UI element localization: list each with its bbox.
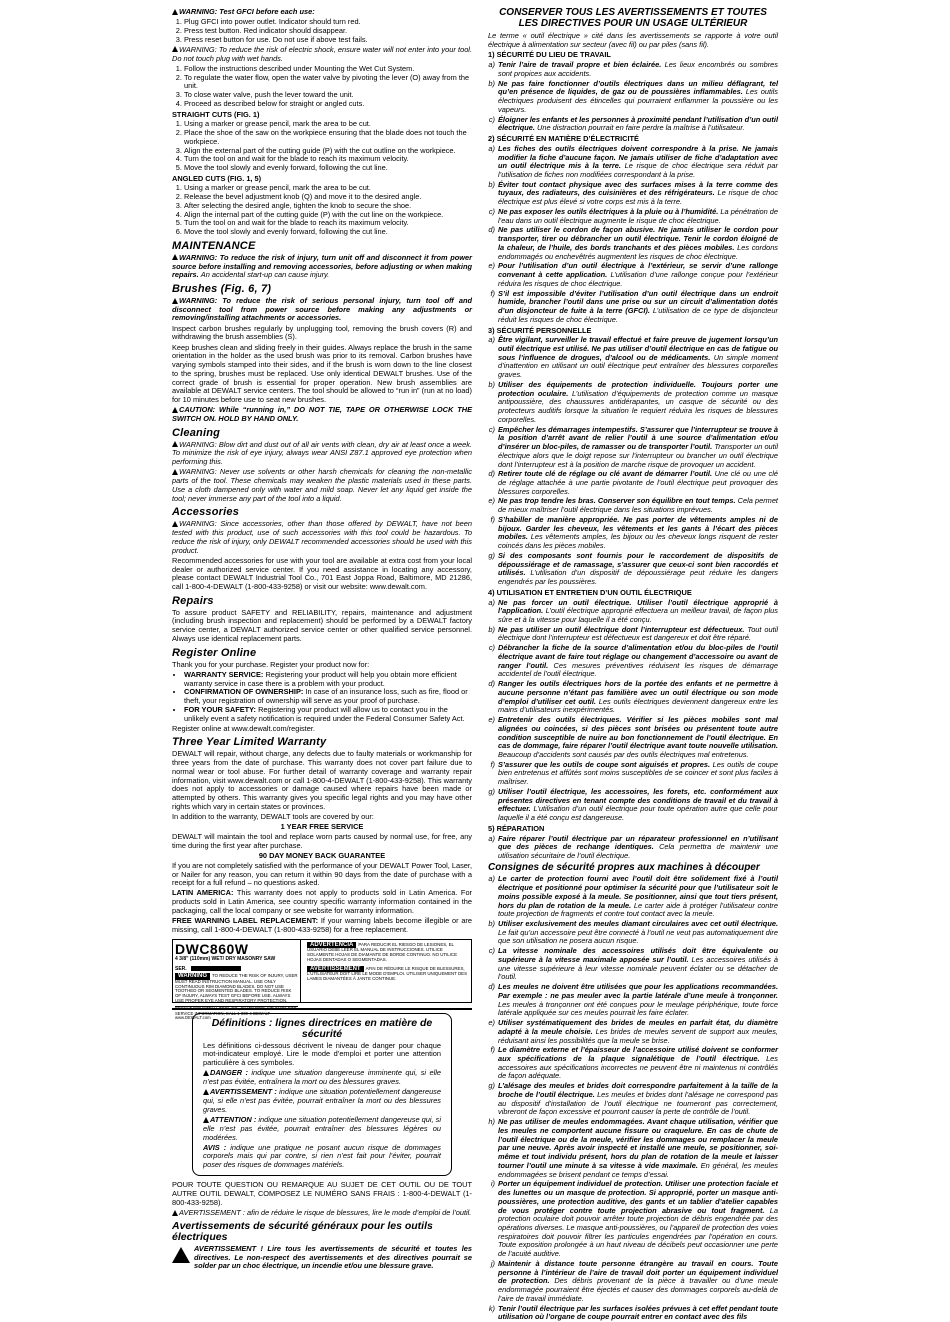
warranty-paragraph: DEWALT will maintain the tool and replace worn parts caused by normal use, for free, any time during the first year after purchase.: [172, 832, 472, 850]
item-letter: g): [488, 1081, 495, 1091]
item-text: Les meules ne doivent être utilisées que pour les applications recommandées. Par exemple : ne pas meuler avec la partie latérale d’une meule à tronçonner. Les meules à tronçonner ont été conçues pour le meulage périphérique, toute force latérale appliquée sur ces meules pourrait les faire éclater.: [498, 982, 778, 1018]
general-warnings: [172, 1245, 472, 1273]
list-item: • CONFIRMATION OF OWNERSHIP: In case of an insurance loss, such as fire, flood or theft, your registration of ownership will serve as your proof of purchase.: [184, 688, 472, 705]
list-item: [488, 644, 778, 679]
list-item: [488, 290, 778, 325]
list-item: • WARRANTY SERVICE: Registering your product will help you obtain more efficient warranty service in case there is a problem with your product.: [184, 671, 472, 688]
list-item: [488, 947, 778, 982]
item-text: S’habiller de manière appropriée. Ne pas porter de vêtements amples ni de bijoux. Garder les cheveux, les vêtements et les gants à l’écart des pièces mobiles. Les vêtements amples, les bijoux ou les cheveux longs risquent de rester coincés dans les pièces mobiles.: [498, 514, 778, 551]
item-letter: d): [488, 469, 495, 479]
section-list: [488, 145, 778, 325]
list-item: [488, 1019, 778, 1045]
section-heading: 3) SÉCURITÉ PERSONNELLE: [488, 325, 592, 335]
warranty-paragraph: In addition to the warranty, DEWALT tools are covered by our:: [172, 812, 374, 822]
item-text: Le diamètre externe et l’épaisseur de l’accessoire utilisé doivent se conformer aux spécifications de la plaque signalétique de l’outil électrique. Les accessoires aux spécifications incorrectes ne peuvent être ni maintenus ni contrôlés de façon adéquate.: [498, 1045, 778, 1081]
list-item: [488, 552, 778, 587]
list-item: [488, 599, 778, 625]
latin-america: LATIN AMERICA: This warranty does not apply to products sold in Latin America. For products sold in Latin America, see country specific warranty information contained in the packaging, call the local company or see website for warranty information.: [172, 888, 473, 915]
gfci-steps: [172, 18, 472, 44]
item-text: Débrancher la fiche de la source d’alimentation et/ou du bloc-piles de l’outil électrique avant de faire tout réglage ou changement d’accessoire ou avant de ranger l’outil. Ces mesures préventives réduisent les risques de démarrage accidentel de l’outil électrique.: [498, 643, 779, 679]
item-letter: d): [488, 982, 495, 992]
item-letter: e): [488, 715, 495, 725]
straight-cuts-steps: [172, 120, 472, 172]
list-item: [488, 516, 778, 551]
left-column: [172, 7, 473, 1271]
warranty-heading: Three Year Limited Warranty: [172, 736, 327, 749]
item-letter: f): [490, 288, 495, 298]
list-item: [488, 680, 778, 715]
list-item: [488, 145, 778, 180]
item-letter: b): [488, 624, 495, 634]
item-text: Tenir l’aire de travail propre et bien éclairée. Les lieux encombrés ou sombres sont propices aux accidents.: [498, 60, 778, 78]
list-item: [488, 1118, 778, 1179]
gfci-warning: WARNING: Test GFCI before each use:: [172, 8, 472, 17]
item-letter: g): [488, 786, 495, 796]
label-footer: DEWALT INDUSTRIAL TOOL CO., BALTIMORE, MD 21286 FOR SERVICE INFORMATION, CALL 1-800-4-DEWALT www.DEWALT.com: [175, 1006, 297, 1021]
list-item: 2. Press test button. Red indicator should disappear.: [184, 27, 472, 36]
maintenance-warning: WARNING: To reduce the risk of injury, turn unit off and disconnect it from power source before installing and removing accessories, before adjusting or when making repairs. An accidental start-up can cause injury.: [172, 252, 472, 280]
straight-cuts-heading: STRAIGHT CUTS (FIG. 1): [172, 109, 260, 119]
list-item: [488, 116, 778, 133]
warning-icon: [203, 1070, 209, 1076]
water-steps: [172, 65, 472, 109]
warning-label-image: [172, 939, 472, 1021]
definitions-title: Définitions : lignes directrices en matière de sécurité: [211, 1016, 433, 1040]
list-item: [488, 181, 778, 207]
label-translations: [305, 940, 471, 1002]
definitions-intro: Les définitions ci-dessous décrivent le niveau de danger pour chaque mot-indicateur employé. Lire le mode d’emploi et porter une attention particulière à ces symboles.: [203, 1040, 441, 1068]
list-item: 4. Turn the tool on and wait for the blade to reach its maximum velocity.: [184, 155, 472, 164]
right-title: CONSERVER TOUS LES AVERTISSEMENTS ET TOUTES LES DIRECTIVES POUR UN USAGE ULTÉRIEUR: [499, 7, 767, 29]
item-text: Porter un équipement individuel de protection. Utiliser une protection faciale et des lunettes ou un masque de protection. Si approprié, porter un masque anti-poussières, une protection auditive, des gants et un tablier d’atelier capables de vous protéger contre toute projection abrasive ou tout fragment. La protection oculaire doit pouvoir arrêter toute projection de débris engendrée par des opérations diverses. Le masque anti-poussières, ou l’appareil de protection des voies respiratoires doit pouvoir filtrer les particules engendrées par l’opération en cours. Toute exposition prolongée à un haut niveau de décibels peut occasionner une perte de l’acuité auditive.: [498, 1179, 778, 1259]
list-item: 5. Move the tool slowly and evenly forward, following the cut line.: [184, 164, 472, 173]
section-list: [488, 336, 778, 587]
warning-icon: [172, 469, 178, 475]
item-letter: f): [490, 759, 495, 769]
warning-icon: [172, 1210, 178, 1216]
list-item: [488, 226, 778, 261]
label-advertencia: ADVERTENCIA PARA REDUCIR EL RIESGO DE LESIONES, EL USUARIO DEBE LEER EL MANUAL DE INSTRUCCIONES. UTILICE SOLAMENTE HOJAS DE DIAMANTE DE BORDE CONTINUO. NO UTILICE HOJAS DENTADAS O SEGMENTADAS.: [307, 941, 458, 962]
item-text: La vitesse nominale des accessoires utilisés doit être équivalente ou supérieure à la vitesse maximale apposée sur l’outil. Les accessoires utilisés à une vitesse supérieure à leur vitesse nominale peuvent éclater ou se détacher de l’outil.: [498, 946, 778, 982]
warning-icon: [203, 1089, 209, 1095]
item-letter: c): [488, 643, 495, 653]
item-text: Maintenir à distance toute personne étrangère au travail en cours. Toute personne à l’intérieur de l’aire de travail doit porter un équipement individuel de protection. Des débris provenant de la pièce à travailler ou d’une meule endommagée pourraient être éjectés et causer des dommages corporels au-delà de l’aire de travail immédiate.: [498, 1258, 778, 1303]
item-letter: e): [488, 496, 495, 506]
item-text: Ne pas exposer les outils électriques à la pluie ou à l’humidité. La pénétration de l’eau dans un outil électrique augmente le risque de choc électrique.: [498, 206, 778, 225]
label-model-sub: 4 3/8" (110mm) WET/ DRY MASONRY SAW: [175, 956, 276, 963]
list-item: 2. To regulate the water flow, open the water valve by pivoting the lever (O) away from the unit.: [184, 74, 472, 91]
list-item: [488, 1305, 778, 1322]
free-service-heading: 1 YEAR FREE SERVICE: [280, 822, 364, 832]
item-letter: a): [488, 874, 495, 884]
right-column: [488, 7, 779, 1322]
repairs-heading: Repairs: [172, 594, 214, 607]
warning-icon: [172, 1247, 190, 1263]
item-letter: c): [488, 206, 495, 216]
item-text: Utiliser exclusivement des meules diamant circulaires avec cet outil électrique. Le fait qu’un accessoire peut être connecté à l’outil ne veut pas automatiquement dire que son utilisation ne posera aucun risque.: [498, 919, 778, 946]
list-item: 1. Using a marker or grease pencil, mark the area to be cut.: [184, 184, 472, 193]
section-heading: 2) SÉCURITÉ EN MATIÈRE D’ÉLECTRICITÉ: [488, 134, 639, 144]
item-text: Être vigilant, surveiller le travail effectué et faire preuve de jugement lorsqu’un outil électrique est utilisé. Ne pas utiliser d’outil électrique en cas de fatigue ou sous l’influence de drogues, d’alcool ou de médicaments. Un simple moment d’inattention en utilisant un outil électrique peut entraîner des blessures corporelles graves.: [498, 335, 779, 380]
list-item: 1. Plug GFCI into power outlet. Indicator should turn red.: [184, 18, 472, 27]
item-text: Tenir l’outil électrique par les surfaces isolées prévues à cet effet pendant toute utilisation où l’organe de coupe pourrait entrer en contact avec des fils: [498, 1303, 778, 1322]
list-item: 4. Proceed as described below for straight or angled cuts.: [184, 100, 472, 109]
item-letter: c): [488, 424, 495, 434]
list-item: [488, 426, 778, 470]
accessories-heading: Accessories: [172, 506, 240, 519]
item-text: Utiliser systématiquement des brides de meules en parfait état, du diamètre adapté à la meule choisie. Les brides de meules servent de support aux meules, réduisant ainsi les possibilités que la meule se brise.: [498, 1018, 778, 1045]
warning-icon: [172, 441, 178, 447]
item-text: L’alésage des meules et brides doit correspondre parfaitement à la taille de la broche de l’outil électrique. Les meules et brides dont l’alésage ne correspond pas au dispositif d’installation de l’outil électrique ne tourneront pas correctement, vibreront de façon excessive et pourront causer la perte de contrôle de l’outil.: [498, 1081, 778, 1117]
cleaning-warning: WARNING: Never use solvents or other harsh chemicals for cleaning the non-metallic parts of the tool. These chemicals may weaken the plastic materials used in these parts. Use a cloth dampened only with water and mild soap. Never let any liquid get inside the tool; never immerse any part of the tool into a liquid.: [172, 467, 472, 503]
item-letter: b): [488, 179, 495, 189]
section-list: [488, 61, 778, 133]
item-text: Ne pas utiliser un outil électrique dont l’interrupteur est défectueux. Tout outil électrique dont l’interrupteur est défectueux est dangereux et doit être réparé.: [498, 624, 778, 643]
item-text: Ne pas utiliser de meules endommagées. Avant chaque utilisation, vérifier que les meules ne comportent aucune fissure ou craquelure. En cas de chute de l’outil électrique ou de la meule, vérifier les dommages ou remplacer la meule par une neuve. Après avoir inspecté et installé une meule, se positionner, soi-même et tout individu présent, hors du plan de rotation de la meule et laisser tourner l’outil une minute à sa vitesse à vide maximale. En général, les meules endommagées se brisent pendant ce temps d’essai.: [498, 1117, 778, 1179]
cleaning-warning: WARNING: Blow dirt and dust out of all air vents with clean, dry air at least once a week. To minimize the risk of eye injury, always wear ANSI Z87.1 approved eye protection when performing this.: [172, 439, 472, 467]
warning-icon: [203, 1117, 209, 1123]
item-text: Si des composants sont fournis pour le raccordement de dispositifs de dépoussiérage et de ramassage, s’assurer que ceux-ci sont bien raccordés et utilisés. L’utilisation d’un dispositif de dépoussiérage peut réduire les dangers engendrés par les poussières.: [498, 550, 779, 587]
warning-icon: [172, 46, 178, 52]
section-heading: 4) UTILISATION ET ENTRETIEN D’UN OUTIL ÉLECTRIQUE: [488, 587, 692, 597]
item-letter: f): [490, 1045, 495, 1055]
angled-cuts-heading: ANGLED CUTS (FIG. 1, 5): [172, 173, 262, 183]
list-item: 1. Follow the instructions described under Mounting the Wet Cut System.: [184, 65, 472, 74]
list-item: 3. Press reset button for use. Do not use if above test fails.: [184, 36, 472, 45]
section-heading: 1) SÉCURITÉ DU LIEU DE TRAVAIL: [488, 50, 611, 60]
brushes-heading: Brushes (Fig. 6, 7): [172, 283, 272, 296]
list-item: [488, 920, 778, 946]
list-item: [488, 875, 778, 919]
item-text: Ne pas forcer un outil électrique. Utiliser l’outil électrique approprié à l’application. L’outil électrique approprié effectuera un meilleur travail, de façon plus sûre et à la vitesse pour laquelle il a été conçu.: [498, 597, 778, 624]
item-text: Le carter de protection fourni avec l’outil doit être solidement fixé à l’outil électrique et positionné pour optimiser la sécurité pour que l’utilisateur soit le moins possible exposé à la meule. Se positionner, ainsi que tout tiers présent, hors du plan de rotation de la meule. Le carter aide à protéger l’utilisateur contre toute projection de fragments et contre tout contact avec la meule.: [498, 874, 778, 919]
list-item: [488, 1180, 778, 1259]
item-text: Éloigner les enfants et les personnes à proximité pendant l’utilisation d’un outil électrique. Une distraction pourrait en faire perdre la maîtrise à l’utilisateur.: [498, 114, 778, 133]
list-item: [488, 716, 778, 760]
list-item: 3. After selecting the desired angle, tighten the knob to secure the shoe.: [184, 202, 472, 211]
item-text: Éviter tout contact physique avec des surfaces mises à la terre comme des tuyaux, des radiateurs, des cuisinières et des réfrigérateurs. Le risque de choc électrique est plus élevé si votre corps est mis à la terre.: [498, 179, 779, 207]
item-letter: d): [488, 679, 495, 689]
item-text: Utiliser l’outil électrique, les accessoires, les forets, etc. conformément aux présentes directives en tenant compte des conditions de travail et du travail à effectuer. L’utilisation d’un outil électrique pour toute opération autre que celle pour laquelle il a été conçu est dangereuse.: [498, 786, 778, 823]
item-letter: i): [490, 1179, 495, 1189]
item-text: S’il est impossible d’éviter l’utilisation d’un outil électrique dans un endroit humide, brancher l’outil dans une prise ou sur un circuit d’alimentation dotés d’un disjoncteur de fuite à la terre (GFCI). L’utilisation de ce type de disjoncteur réduit les risques de choc électrique.: [498, 288, 778, 324]
warning-icon: [172, 521, 178, 527]
definitions-box: [192, 1013, 452, 1177]
section-list: [488, 835, 778, 861]
item-letter: b): [488, 919, 495, 928]
list-item: [488, 788, 778, 823]
item-text: S’assurer que les outils de coupe sont aiguisés et propres. Les outils de coupe bien entretenus et affûtés sont moins susceptibles de se coincer et sont plus faciles à maîtriser.: [498, 759, 779, 787]
item-letter: a): [488, 60, 495, 70]
section-list: [488, 599, 778, 823]
register-outro: Register online at www.dewalt.com/register.: [172, 723, 315, 733]
item-letter: a): [488, 143, 495, 153]
item-text: Pour l’utilisation d’un outil électrique à l’extérieur, se servir d’une rallonge convenant à cette application. L’utilisation d’une rallonge conçue pour l’extérieur réduira les risques de choc électrique.: [498, 261, 778, 288]
definition-item: AVIS : indique une pratique ne posant aucun risque de dommages corporels mais qui par contre, si rien n’est fait pour l’éviter, pourrait poser des risques de dommages matériels.: [203, 1142, 442, 1170]
list-item: [488, 208, 778, 225]
item-letter: d): [488, 225, 495, 235]
list-item: 5. Turn the tool on and wait for the blade to reach its maximum velocity.: [184, 219, 472, 228]
label-english: [173, 940, 301, 1021]
item-letter: b): [488, 379, 495, 389]
item-letter: a): [488, 833, 495, 843]
item-text: Ranger les outils électriques hors de la portée des enfants et ne permettre à aucune personne n’étant pas familière avec un outil électrique ou son mode d’emploi d’utiliser cet outil. Les outils électriques deviennent dangereux entre les mains d’utilisateurs inexpérimentés.: [498, 679, 778, 715]
list-item: [488, 470, 778, 496]
item-text: Ne pas faire fonctionner d’outils électriques dans un milieu déflagrant, tel qu’en présence de liquides, de gaz ou de poussières inflammables. Les outils électriques produisent des étincelles qui pourraient enflammer la poussière ou les vapeurs.: [498, 78, 778, 114]
list-item: 1. Using a marker or grease pencil, mark the area to be cut.: [184, 120, 472, 129]
item-text: Retirer toute clé de réglage ou clé avant de démarrer l’outil. Une clé ou une clé de réglage attachée à une partie pivotante de l’outil électrique peut provoquer des blessures corporelles.: [498, 469, 778, 496]
list-item: [488, 1046, 778, 1081]
list-item: 2. Place the shoe of the saw on the workpiece ensuring that the blade does not touch the workpiece.: [184, 129, 472, 146]
item-letter: b): [488, 78, 495, 88]
item-letter: c): [488, 114, 495, 124]
list-item: [488, 262, 778, 288]
section-list: [488, 875, 778, 1322]
warning-icon: [172, 254, 178, 260]
repairs-paragraph: To assure product SAFETY and RELIABILITY, repairs, maintenance and adjustment (including brush inspection and replacement) should be performed by a DEWALT factory service center, a DEWALT authorized service center or other qualified service personnel. Always use identical replacement parts.: [172, 607, 472, 643]
right-intro: Le terme « outil électrique » cité dans les avertissements se rapporte à votre outil électrique à alimentation sur secteur (avec fil) ou par piles (sans fil).: [488, 31, 778, 49]
section-heading: 5) RÉPARATION: [488, 823, 545, 833]
item-letter: c): [488, 946, 495, 956]
list-item: [488, 1260, 778, 1304]
item-text: Utiliser des équipements de protection individuelle. Toujours porter une protection oculaire. L’utilisation d’équipements de protection comme un masque antipoussière, des chaussures antidérapantes, un casque de sécurité ou des protecteurs auditifs lorsque la situation le requiert réduira les risques de blessures corporelles.: [498, 379, 778, 424]
contact-line: POUR TOUTE QUESTION OU REMARQUE AU SUJET DE CET OUTIL OU DE TOUT AUTRE OUTIL DEWALT, COMPOSEZ LE NUMÉRO SANS FRAIS : 1-800-4-DEWALT (1-800-433-9258).: [172, 1180, 472, 1207]
label-serial: SER.: [175, 966, 298, 972]
register-heading: Register Online: [172, 646, 257, 659]
item-text: Faire réparer l’outil électrique par un réparateur professionnel en n’utilisant que des pièces de rechange identiques. Cela permettra de maintenir une utilisation sécuritaire de l’outil électrique.: [498, 833, 778, 861]
label-model: DWC860W: [175, 940, 249, 957]
item-letter: e): [488, 261, 495, 271]
item-text: Empêcher les démarrages intempestifs. S’assurer que l’interrupteur se trouve à la position d’arrêt avant de relier l’outil à une source d’alimentation et/ou d’insérer un bloc-piles, de ramasser ou de transporter l’outil. Transporter un outil électrique alors que le doigt repose sur l’interrupteur ou brancher un outil électrique dont l’interrupteur est à la position de marche risque de provoquer un accident.: [498, 424, 778, 469]
register-intro: Thank you for your purchase. Register your product now for:: [172, 659, 370, 669]
register-list: [172, 671, 472, 723]
definition-item: DANGER : indique une situation dangereuse imminente qui, si elle n’est pas évitée, entraînera la mort ou des blessures graves.: [203, 1068, 441, 1087]
item-letter: g): [488, 550, 495, 560]
general-warnings-text: AVERTISSEMENT ! Lire tous les avertissements de sécurité et toutes les directives. Le non-respect des avertissements et des directives pourrait se solder par un choc électrique, un incendie et/ou une blessure grave.: [194, 1243, 472, 1271]
list-item: [488, 80, 778, 115]
item-text: Entretenir des outils électriques. Vérifier si les pièces mobiles sont mal alignées ou coincées, si des pièces sont brisées ou présentent toute autre condition susceptible de nuire au bon fonctionnement de l’outil électrique. En cas de dommage, faire réparer l’outil électrique avant toute nouvelle utilisation. Beaucoup d’accidents sont causés par des outils électriques mal entretenus.: [498, 715, 778, 760]
item-letter: h): [488, 1117, 495, 1127]
warning-icon: [172, 407, 178, 413]
item-text: Ne pas trop tendre les bras. Conserver son équilibre en tout temps. Cela permet de mieux maîtriser l’outil électrique dans les situations imprévues.: [498, 496, 778, 515]
money-back-heading: 90 DAY MONEY BACK GUARANTEE: [258, 851, 386, 861]
item-letter: k): [488, 1303, 495, 1313]
avert-line: AVERTISSEMENT : afin de réduire le risque de blessures, lire le mode d’emploi de l’outil.: [172, 1209, 472, 1218]
item-letter: j): [490, 1258, 495, 1268]
list-item: [488, 497, 778, 514]
item-letter: e): [488, 1018, 495, 1028]
label-avertissement: AVERTISSEMENT AFIN DE RÉDUIRE LE RISQUE DE BLESSURES, L'UTILISATEUR DOIT LIRE LE MODE D'EMPLOI. UTILISER UNIQUEMENT DES LAMES DIAMANTÉES À JANTE CONTINUE.: [307, 965, 468, 982]
item-text: Les fiches des outils électriques doivent correspondre à la prise. Ne jamais modifier la fiche d’aucune façon. Ne jamais utiliser de fiche d’adaptation avec un outil électrique mis à la terre. Le risque de choc électrique sera réduit par l’utilisation de fiches non modifiées correspondant à la prise.: [498, 143, 778, 180]
warranty-paragraph: DEWALT will repair, without charge, any defects due to faulty materials or workmanship for three years from the date of purchase. This warranty does not cover part failure due to normal wear or tool abuse. For further detail of warranty coverage and warranty repair information, visit www.dewalt.com or call 1-800-4-DEWALT (1-800-433-9258). This warranty does not apply to accessories or damage caused where repairs have been made or attempted by others. This warranty gives you specific legal rights and you may have other rights which vary in certain states or provinces.: [172, 749, 472, 811]
accessories-paragraph: Recommended accessories for use with your tool are available at extra cost from your local dealer or authorized service center. If you need assistance in locating any accessory, please contact DEWALT Industrial Tool Co., 701 East Joppa Road, Baltimore, MD 21286, call 1-800-4-DEWALT (1-800-433-9258) or visit our website: www.dewalt.com.: [172, 555, 472, 591]
list-item: [488, 761, 778, 787]
item-letter: f): [490, 514, 495, 524]
warning-icon: [172, 9, 178, 15]
label-warning: WARNING TO REDUCE THE RISK OF INJURY, USER MUST READ INSTRUCTION MANUAL. USE ONLY CONTINUOUS RIM DIAMOND BLADES. DO NOT USE TOOTHED OR SEGMENTED BLADES. TO REDUCE RISK OF INJURY, ALWAYS TEST GFCI BEFORE USE. ALWAYS USE PROPER EYE AND RESPIRATORY PROTECTION.: [175, 973, 298, 1004]
accessories-warning: WARNING: Since accessories, other than those offered by DEWALT, have not been tested with this product, use of such accessories with this tool could be hazardous. To reduce the risk of injury, only DEWALT recommended accessories should be used with this product.: [172, 519, 472, 555]
item-letter: a): [488, 335, 495, 345]
free-label: FREE WARNING LABEL REPLACEMENT: If your warning labels become illegible or are missing, call 1-800-4-DEWALT (1-800-433-9258) for a free replacement.: [172, 916, 473, 934]
cleaning-heading: Cleaning: [172, 426, 221, 439]
general-warnings-heading: Avertissements de sécurité généraux pour les outils électriques: [172, 1219, 433, 1243]
maintenance-heading: MAINTENANCE: [172, 239, 256, 252]
warranty-paragraph: If you are not completely satisfied with the performance of your DEWALT Power Tool, Laser, or Nailer for any reason, you can return it within 90 days from the date of purchase with a receipt for a full refund – no questions asked.: [172, 860, 473, 888]
brushes-warning: WARNING: To reduce the risk of serious personal injury, turn tool off and disconnect tool from power source before making any adjustments or removing/installing attachments or accessories.: [172, 296, 472, 323]
list-item: [488, 1082, 778, 1117]
list-item: 2. Release the bevel adjustment knob (Q) and move it to the desired angle.: [184, 193, 472, 202]
list-item: 3. To close water valve, push the lever toward the unit.: [184, 91, 472, 100]
brushes-caution: CAUTION: While “running in,” DO NOT TIE, TAPE OR OTHERWISE LOCK THE SWITCH ON. HOLD BY HAND ONLY.: [172, 405, 472, 424]
list-item: 4. Align the internal part of the cutting guide (P) with the cut line on the workpiece.: [184, 211, 472, 220]
list-item: 6. Move the tool slowly and evenly forward, following the cut line.: [184, 228, 472, 237]
brushes-paragraph: Inspect carbon brushes regularly by unplugging tool, removing the brush covers (R) and withdrawing the brush assemblies (S).: [172, 323, 472, 342]
brushes-paragraph: Keep brushes clean and sliding freely in their guides. Always replace the brush in the same orientation in the holder as the used brush was prior to its removal. Carbon brushes have varying symbols stamped into their sides, and if the brush is worn down to the line closest to the spring, brushes must be replaced. Use only identical DEWALT brushes. Use of the correct grade of brush is essential for proper operation. New brush assemblies are available at DEWALT service centers. The tool should be allowed to “run in” (run at no load) for 10 minutes before use to seat new brushes.: [172, 342, 472, 405]
list-item: [488, 626, 778, 643]
list-item: [488, 835, 778, 861]
item-letter: a): [488, 597, 495, 607]
definition-item: AVERTISSEMENT : indique une situation potentiellement dangereuse qui, si elle n’est pas évitée, pourrait entraîner la mort ou des blessures graves.: [203, 1087, 441, 1114]
cutter-safety-heading: Consignes de sécurité propres aux machines à découper: [488, 861, 760, 873]
list-item: [488, 983, 778, 1018]
definition-item: ATTENTION : indique une situation potentiellement dangereuse qui, si elle n’est pas évitée, pourrait entraîner des blessures légères ou modérées.: [203, 1115, 441, 1142]
warning-icon: [172, 298, 178, 304]
list-item: 3. Align the external part of the cutting guide (P) with the cut outline on the workpiece.: [184, 147, 472, 156]
list-item: [488, 381, 778, 425]
item-text: Ne pas utiliser le cordon de façon abusive. Ne jamais utiliser le cordon pour transporter, tirer ou débrancher un outil électrique. Tenir le cordon éloigné de la chaleur, de l’huile, des bords tranchants et des pièces mobiles. Les cordons endommagés ou enchevêtrés augmentent les risques de choc électrique.: [498, 225, 778, 261]
list-item: • FOR YOUR SAFETY: Registering your product will allow us to contact you in the unlikely event a safety notification is required under the Federal Consumer Safety Act.: [184, 706, 472, 723]
list-item: [488, 336, 778, 380]
shock-warning: WARNING: To reduce the risk of electric shock, ensure water will not enter into your tool. Do not touch plug with wet hands.: [172, 44, 472, 63]
list-item: [488, 61, 778, 78]
angled-cuts-steps: [172, 184, 472, 236]
